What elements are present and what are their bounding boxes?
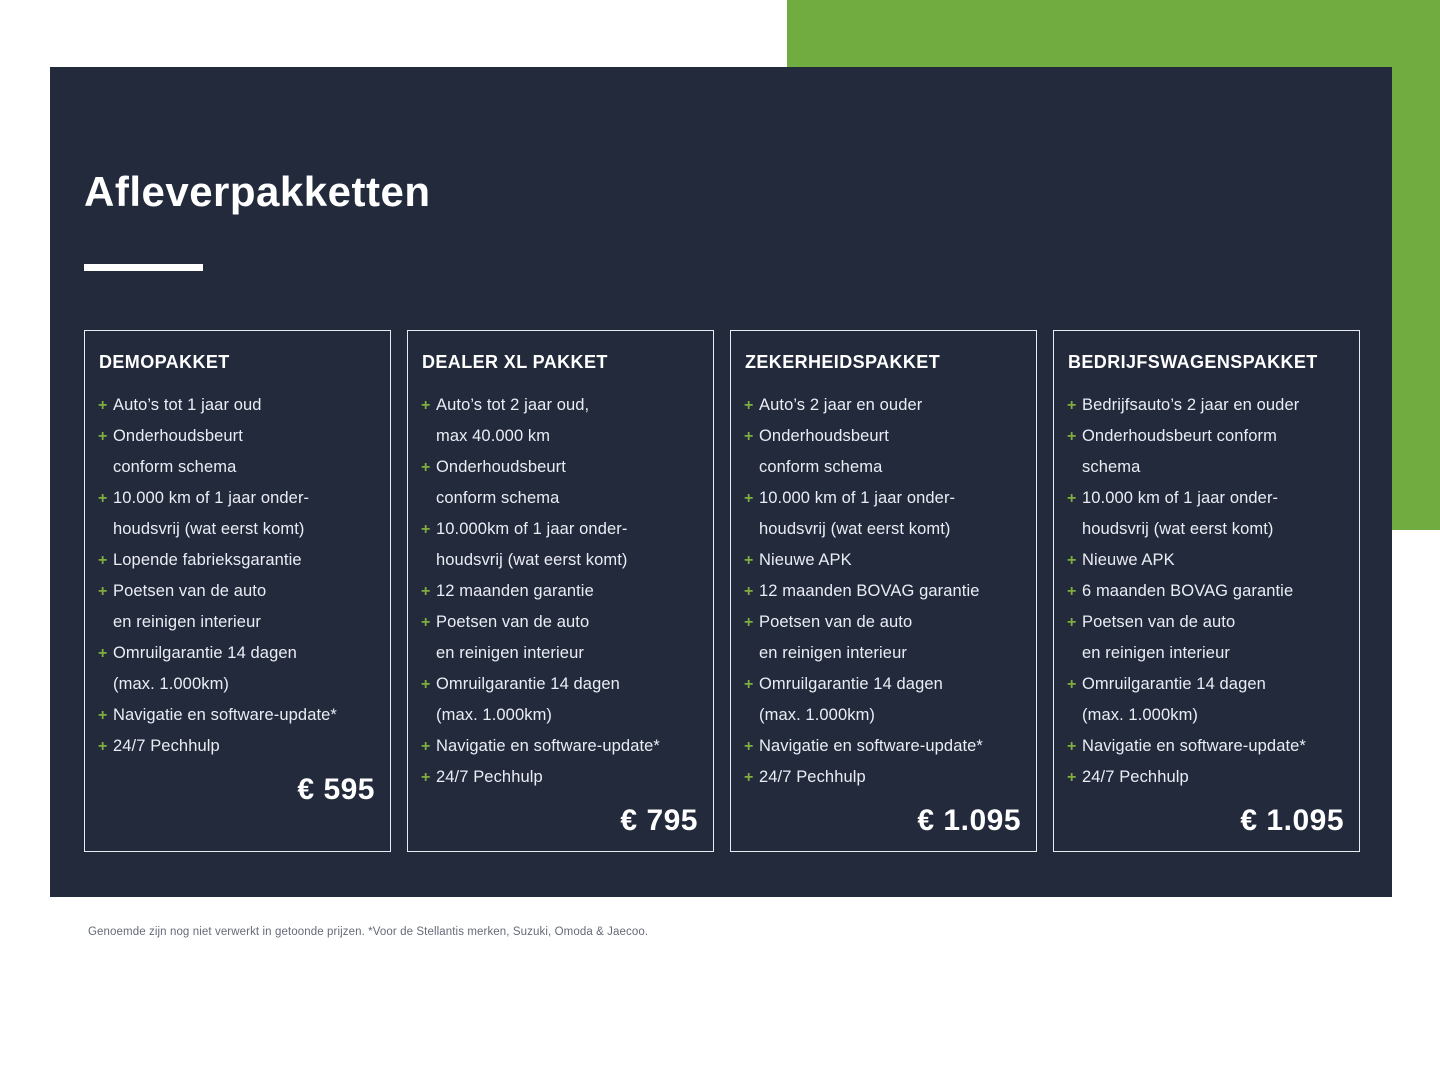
- feature-item: [98, 421, 377, 483]
- feature-line: Poetsen van de auto: [436, 613, 590, 631]
- feature-line: Navigatie en software-update*: [759, 737, 983, 755]
- feature-line: max 40.000 km: [436, 427, 551, 445]
- feature-item: [1067, 390, 1346, 421]
- package-price: € 795: [620, 804, 698, 837]
- feature-item: [98, 390, 377, 421]
- feature-line: 12 maanden garantie: [436, 582, 594, 600]
- plus-icon: +: [1067, 676, 1077, 693]
- package-title: DEMOPAKKET: [99, 352, 230, 372]
- plus-icon: +: [1067, 738, 1077, 755]
- feature-item: [744, 607, 1023, 669]
- feature-line: Navigatie en software-update*: [1082, 737, 1306, 755]
- feature-item: [421, 452, 700, 514]
- feature-line: Navigatie en software-update*: [436, 737, 660, 755]
- feature-line: Poetsen van de auto: [759, 613, 913, 631]
- feature-item: [1067, 576, 1346, 607]
- feature-item: [744, 669, 1023, 731]
- feature-item: [1067, 762, 1346, 793]
- feature-line: (max. 1.000km): [1082, 706, 1199, 724]
- feature-line: 24/7 Pechhulp: [436, 768, 543, 786]
- feature-item: [744, 762, 1023, 793]
- feature-item: [1067, 545, 1346, 576]
- plus-icon: +: [98, 583, 108, 600]
- feature-line: 24/7 Pechhulp: [759, 768, 866, 786]
- feature-line: Onderhoudsbeurt: [436, 458, 566, 476]
- title-underline: [84, 264, 203, 271]
- feature-line: Auto’s 2 jaar en ouder: [759, 396, 923, 414]
- feature-line: Omruilgarantie 14 dagen: [759, 675, 943, 693]
- feature-line: 24/7 Pechhulp: [1082, 768, 1189, 786]
- plus-icon: +: [421, 583, 431, 600]
- plus-icon: +: [744, 676, 754, 693]
- package-price: € 1.095: [917, 804, 1021, 837]
- feature-line: Auto’s tot 1 jaar oud: [113, 396, 262, 414]
- feature-item: [98, 483, 377, 545]
- plus-icon: +: [421, 397, 431, 414]
- feature-line: Bedrijfsauto’s 2 jaar en ouder: [1082, 396, 1300, 414]
- plus-icon: +: [421, 738, 431, 755]
- feature-line: Onderhoudsbeurt conform: [1082, 427, 1277, 445]
- feature-item: [421, 576, 700, 607]
- plus-icon: +: [744, 738, 754, 755]
- plus-icon: +: [98, 490, 108, 507]
- feature-line: Navigatie en software-update*: [113, 706, 337, 724]
- feature-line: 12 maanden BOVAG garantie: [759, 582, 980, 600]
- plus-icon: +: [98, 428, 108, 445]
- feature-item: [421, 514, 700, 576]
- feature-list: [744, 390, 1023, 793]
- feature-line: (max. 1.000km): [759, 706, 876, 724]
- feature-line: Onderhoudsbeurt: [759, 427, 889, 445]
- plus-icon: +: [744, 552, 754, 569]
- feature-list: [1067, 390, 1346, 793]
- feature-line: Omruilgarantie 14 dagen: [113, 644, 297, 662]
- plus-icon: +: [98, 738, 108, 755]
- plus-icon: +: [421, 676, 431, 693]
- plus-icon: +: [1067, 583, 1077, 600]
- feature-item: [98, 731, 377, 762]
- plus-icon: +: [421, 521, 431, 538]
- feature-line: houdsvrij (wat eerst komt): [113, 520, 305, 538]
- feature-line: en reinigen interieur: [1082, 644, 1230, 662]
- feature-item: [421, 731, 700, 762]
- feature-line: (max. 1.000km): [113, 675, 230, 693]
- feature-line: Nieuwe APK: [759, 551, 852, 569]
- feature-item: [421, 390, 700, 452]
- package-title: ZEKERHEIDSPAKKET: [745, 352, 941, 372]
- package-card: [84, 330, 391, 852]
- feature-item: [744, 483, 1023, 545]
- plus-icon: +: [744, 583, 754, 600]
- feature-line: houdsvrij (wat eerst komt): [436, 551, 628, 569]
- package-card: [1053, 330, 1360, 852]
- feature-line: 10.000 km of 1 jaar onder-: [1082, 489, 1279, 507]
- feature-item: [744, 731, 1023, 762]
- footnote: Genoemde zijn nog niet verwerkt in getoonde prijzen. *Voor de Stellantis merken, Suzuki, Omoda & Jaecoo.: [88, 926, 649, 938]
- feature-item: [744, 421, 1023, 483]
- feature-line: 24/7 Pechhulp: [113, 737, 220, 755]
- feature-line: (max. 1.000km): [436, 706, 553, 724]
- feature-item: [1067, 421, 1346, 483]
- page-title: Afleverpakketten: [84, 168, 431, 215]
- feature-item: [744, 545, 1023, 576]
- package-title: DEALER XL PAKKET: [422, 352, 608, 372]
- plus-icon: +: [744, 397, 754, 414]
- plus-icon: +: [744, 490, 754, 507]
- feature-line: Auto’s tot 2 jaar oud,: [436, 396, 590, 414]
- plus-icon: +: [421, 769, 431, 786]
- feature-item: [1067, 607, 1346, 669]
- feature-item: [98, 545, 377, 576]
- feature-item: [744, 576, 1023, 607]
- plus-icon: +: [1067, 614, 1077, 631]
- package-card: [730, 330, 1037, 852]
- plus-icon: +: [421, 614, 431, 631]
- feature-item: [421, 669, 700, 731]
- feature-line: 10.000km of 1 jaar onder-: [436, 520, 628, 538]
- feature-line: houdsvrij (wat eerst komt): [1082, 520, 1274, 538]
- feature-item: [98, 700, 377, 731]
- feature-line: en reinigen interieur: [759, 644, 907, 662]
- feature-item: [98, 638, 377, 700]
- feature-item: [421, 762, 700, 793]
- feature-line: en reinigen interieur: [113, 613, 261, 631]
- feature-line: 10.000 km of 1 jaar onder-: [759, 489, 956, 507]
- feature-line: Onderhoudsbeurt: [113, 427, 243, 445]
- package-price: € 595: [297, 773, 375, 806]
- package-title: BEDRIJFSWAGENSPAKKET: [1068, 352, 1318, 372]
- plus-icon: +: [1067, 490, 1077, 507]
- feature-line: houdsvrij (wat eerst komt): [759, 520, 951, 538]
- feature-list: [421, 390, 700, 793]
- feature-line: 6 maanden BOVAG garantie: [1082, 582, 1294, 600]
- feature-line: Lopende fabrieksgarantie: [113, 551, 302, 569]
- plus-icon: +: [98, 397, 108, 414]
- feature-item: [1067, 483, 1346, 545]
- feature-item: [1067, 669, 1346, 731]
- feature-line: Omruilgarantie 14 dagen: [1082, 675, 1266, 693]
- feature-line: Omruilgarantie 14 dagen: [436, 675, 620, 693]
- plus-icon: +: [98, 707, 108, 724]
- feature-item: [1067, 731, 1346, 762]
- plus-icon: +: [1067, 552, 1077, 569]
- package-card: [407, 330, 714, 852]
- feature-line: schema: [1082, 458, 1141, 476]
- feature-item: [744, 390, 1023, 421]
- feature-item: [421, 607, 700, 669]
- plus-icon: +: [1067, 769, 1077, 786]
- plus-icon: +: [1067, 397, 1077, 414]
- plus-icon: +: [421, 459, 431, 476]
- packages-row: [84, 330, 1360, 852]
- feature-list: [98, 390, 377, 762]
- feature-line: en reinigen interieur: [436, 644, 584, 662]
- feature-item: [98, 576, 377, 638]
- feature-line: 10.000 km of 1 jaar onder-: [113, 489, 310, 507]
- plus-icon: +: [744, 614, 754, 631]
- plus-icon: +: [744, 769, 754, 786]
- feature-line: Nieuwe APK: [1082, 551, 1175, 569]
- package-price: € 1.095: [1240, 804, 1344, 837]
- plus-icon: +: [98, 552, 108, 569]
- feature-line: Poetsen van de auto: [1082, 613, 1236, 631]
- plus-icon: +: [98, 645, 108, 662]
- feature-line: conform schema: [436, 489, 560, 507]
- plus-icon: +: [744, 428, 754, 445]
- plus-icon: +: [1067, 428, 1077, 445]
- feature-line: conform schema: [759, 458, 883, 476]
- feature-line: conform schema: [113, 458, 237, 476]
- feature-line: Poetsen van de auto: [113, 582, 267, 600]
